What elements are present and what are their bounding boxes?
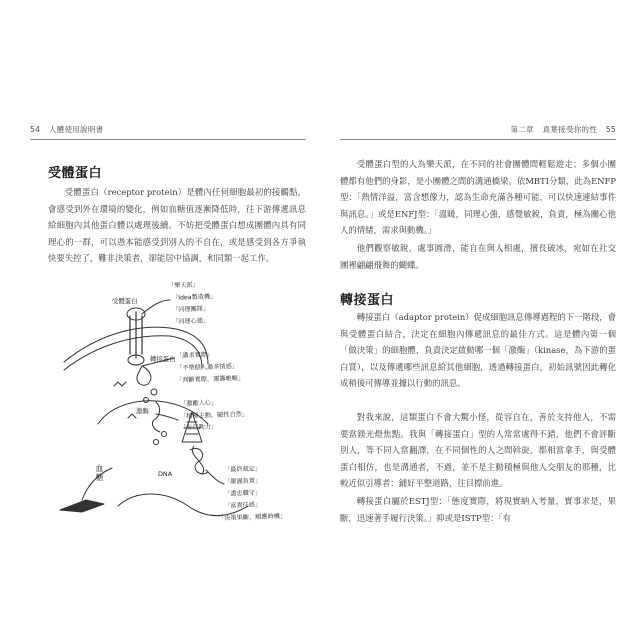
sketch-note-bottom-5: 「決策果斷，順應時機」 (217, 512, 287, 523)
sketch-note-mid-1: 「講求實際」 (175, 351, 214, 360)
right-header-rule (340, 139, 616, 140)
sketch-note-top-2: 「Idea製造機」 (171, 293, 217, 302)
sketch-note-low-3: 「有行動力」 (179, 423, 218, 432)
sketch-note-bottom-1: 「最終裁定」 (223, 465, 262, 474)
left-running-head (30, 124, 306, 136)
sketch-note-top-1: 「樂天派」 (167, 281, 200, 290)
cell-signaling-sketch (58, 274, 306, 536)
sketch-note-low-1: 「激勵人心」 (179, 399, 218, 408)
chapter-title: 真葉接受你的性 (542, 125, 598, 134)
sketch-note-bottom-2: 「嚴謹負責」 (223, 477, 262, 486)
left-header-rule (30, 139, 306, 140)
left-paragraph-1: 受體蛋白（receptor protein）是體內任何細胞最初的接觸點，會感受到外在環境的變化，例如血糖值逐漸降低時，往下游傳遞訊息給細胞內其他蛋白體以處理後續。不妨把受體蛋白想成團體內具有同理心的一群，可以憑本能感受到別人的不自在，或是感受到各方爭執快要失控了，難非決策者，卻能居中協調，和同類一起工作。 (48, 187, 306, 264)
sketch-label-glucose: 血糖 (95, 464, 104, 482)
sketch-note-top-3: 「同理團隊」 (171, 305, 210, 314)
sketch-note-top-4: 「同理心強」 (171, 317, 210, 326)
right-paragraph-5: 轉接蛋白屬於ESTJ型：「態度實際，將現實納入考量，實事求是，果斷，迅速著手履行決策。」抑或是ISTP型：「有 (340, 496, 616, 523)
sketch-label-adaptor: 轉接蛋白 (150, 355, 176, 363)
sketch-label-dna: DNA (158, 470, 173, 478)
section-title-receptor: 受體蛋白 (48, 166, 103, 181)
book-title: 人體使用說明書 (48, 125, 104, 134)
left-page-number: 54 (30, 125, 41, 134)
sketch-note-bottom-4: 「富責任感」 (223, 501, 262, 510)
sketch-note-low-2: 「積極主動，隨性自然」 (179, 410, 249, 421)
section-title-adaptor: 轉接蛋白 (340, 293, 395, 308)
sketch-label-kinase: 激酶 (136, 407, 149, 415)
right-page-number: 55 (605, 125, 616, 134)
sketch-note-mid-3: 「判斷實際，運籌帷幄」 (175, 374, 245, 385)
left-page (30, 112, 306, 532)
right-paragraph-1: 受體蛋白型的人為樂天派，在不同的社會團體間輕鬆遊走；多個小團體都有他們的身影，是小團體之間的溝通橋梁。依MBTI分類，此為ENFP型：「熱情洋溢，富含想像力，認為生命充滿各種可能，可以快速連結事件與訊息。」或是ENFJ型：「溫暖，同理心強，感覺敏銳，負責，極為關心他人的情緒，需求與動機。」 (340, 159, 616, 236)
sketch-note-bottom-3: 「盡忠職守」 (223, 489, 262, 498)
right-paragraph-2: 他們觀察敏銳，處事圓滑，能自在與人相處，擅長破冰，宛如在社交團裡翩翩飛舞的蝴蝶。 (340, 243, 616, 270)
chapter-label: 第二章 (510, 125, 534, 134)
right-running-head (340, 124, 616, 136)
right-paragraph-3: 轉接蛋白（adaptor protein）促成細胞訊息傳導過程的下一階段，會與受體蛋白結合，決定在細胞內傳遞訊息的最佳方式。這是體內第一個「做決策」的細胞體，負責決定啟動哪一個「激酶」（kinase，為下游的蛋白質），以及傳遞哪些訊息給其他細胞，透過轉接蛋白，初始訊號因此轉化成稍後可傳導並據以行動的訊息。 (340, 312, 617, 389)
sketch-note-mid-2: 「不帶個人過多情感」 (175, 362, 239, 373)
right-page (340, 112, 616, 532)
sketch-label-receptor: 受體蛋白 (112, 297, 138, 305)
right-paragraph-4: 對我來說，這類蛋白不會大驚小怪，從容自在，善於支持他人，不需要當鎂光燈焦點。我與「轉接蛋白」型的人常常處得不錯，他們不會評斷別人，等不同人當翻譯，在不同個性的人之間斡旋，都相當拿手，與受體蛋白相仿，也是溝通者，不過，並不是主動積極與他人交朋友的那種，比較近似引導者：鋪好平整道路，往目標前進。 (340, 412, 616, 489)
